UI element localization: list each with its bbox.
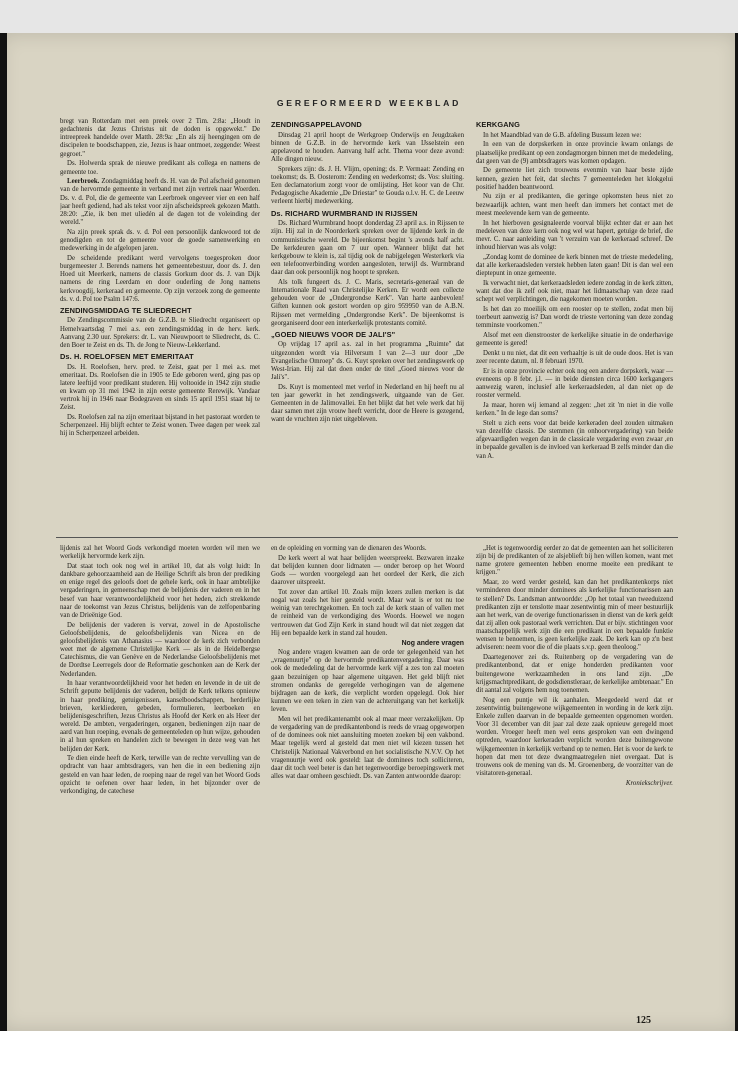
paragraph: Nog andere vragen kwamen aan de orde ter gelegenheid van het „vragenuurtje" op de hervormde predikantenvergadering. Daar was ook de mededeling dat de hervormde kerk vijf a zes ton zal moeten gaan bezuinigen op haar algemene uitgaven. Het geld blijft niet stromen ondanks de geregelde verhogingen van de algemene bijdragen aan de kerk, die verplicht worden opgelegd. Ook hier kunnen we een teken in zien van de achteruitgang van het kerkelijk leven. [271, 649, 464, 714]
column-top-right [476, 118, 673, 534]
paragraph: Ds. Kuyt is momenteel met verlof in Nederland en hij heeft nu al ten jaar gewerkt in het zendingswerk, uitgaande van de Ger. Gemeenten in de Jalimovallei. En het blijkt dat het vele werk dat hij daar samen met zijn vrouw heeft verricht, door de Heere is gezegend, want de vruchten zijn niet uitgebleven. [271, 383, 464, 424]
paragraph: Te dien einde heeft de Kerk, terwille van de rechte vervulling van de opdracht van haar ambtsdragers, van hen die in een bediening zijn gesteld en van haar leden, de roeping naar de regel van het Woord Gods opzicht te oefenen over haar leden, in het bijzonder over de verkondiging, de catechese [60, 755, 260, 795]
paragraph: In een van de dorpskerken in onze provincie kwam onlangs de plaatselijke predikant op een zondagmorgen binnen met de mededeling, dat geen van de (9) ambtsdragers was komen opdagen. [476, 141, 673, 165]
paragraph: Denkt u nu niet, dat dit een verhaaltje is uit de oude doos. Het is van zeer recente datum, nl. 8 februari 1970. [476, 349, 673, 365]
paragraph: Maar, zo werd verder gesteld, kan dan het predikantenkorps niet verminderen door minder dominees als kerkelijke functionarissen aan te stellen? Ds. Landsman antwoordde: „Op het totaal van tweeduizend predikanten zijn er tenslotte maar zesentwintig min of meer bestuurlijk aan het werk, van de overige functionarissen in dienst van de kerk geldt dat zij allen ook pastoraal werk verrichten. Dat er bijv. stichtingen voor maatschappelijk werk zijn die een predikant in een bepaalde funktie wensen te benoemen, is geen kerkelijke zaak. De kerk kan op z'n best adviseren: neem voor die of die plaats s.v.p. geen theoloog." [476, 579, 673, 652]
article-heading: „GOED NIEUWS VOOR DE JALI'S" [271, 329, 396, 339]
paragraph: Alsof met een dienstrooster de kerkelijke situatie in de onderhavige gemeente is gered! [476, 331, 673, 348]
paragraph: In haar verantwoordelijkheid voor het heden en levende in de uit de Schrift geputte belijdenis der vaderen, belijdt de Kerk telkens opnieuw in haar prediking, getuigenissen, kanselboodschappen, herderlijke brieven, kerkliederen, gebeden, formulieren, leerboeken en belijdenisgeschriften, Jezus Christus als Hoofd der Kerk en als Heer der wereld. De ambten, vergaderingen, organen, bedieningen zijn naar de aard van hun roeping, evenals de gemeenteleden op hun wijze, gehouden in al hun spreken en handelen zich te bewegen in deze weg van het belijden der Kerk. [60, 680, 260, 753]
paragraph: De gemeente liet zich trouwens evenmin van haar beste zijde kennen, gezien het feit, dat slechts 7 gemeenteleden het klokgelui positief hadden beantwoord. [476, 167, 673, 191]
page-number: 125 [636, 1015, 651, 1026]
horizontal-rule [56, 537, 678, 538]
paragraph: In het Maandblad van de G.B. afdeling Bussum lezen we: [483, 131, 642, 139]
paragraph: en de opleiding en vorming van de dienaren des Woords. [271, 545, 427, 552]
paragraph: In het hierboven gesignaleerde voorval blijkt echter dat er aan het medeleven van deze kern ook nog wel wat hapert, getuige de brief, die mevr. C. naar aanleiding van 't verzuim van de kerkeraad schreef. De inhoud hiervan was als volgt: [476, 219, 673, 251]
newspaper-page [0, 33, 738, 1031]
paragraph: Ds. Roelofsen zal na zijn emeritaat bijstand in het pastoraat worden te Scherpenzeel. Hij blijft echter te Zeist wonen. Twee dagen per week zal hij in Scherpenzeel arbeiden. [60, 414, 260, 438]
paragraph: Nog een puntje wil ik aanhalen. Meegedeeld werd dat er zesentwintig buitengewone wijkgemeenten in wording in de kerk zijn. Enkele zullen daarvan in de bepaalde gemeenten opgenomen worden. Voor 31 december van dit jaar zal deze zaak opnieuw geregeld moet worden. Vroeger heeft men wel eens gesproken van een dwingend optreden, waardoor kerkeraden verplicht worden deze buitengewone wijkgemeenten in kerkelijk verband op te nemen. Het is voor de kerk te hopen dat men tot deze dwangmaatregelen niet overgaat. Dat is trouwens ook de mening van ds. M. Groenenberg, de voorzitter van de visitatoren-generaal. [476, 696, 673, 777]
paragraph: Tot zover dan artikel 10. Zoals mijn lezers zullen merken is dat nogal wat zoals het hier gesteld wordt. Maar wat is er tot nu toe weinig van terechtgekomen. En toch zal de kerk staan of vallen met de reinheid van de verkondiging des Woords. Hoewel we nogen vertrouwen dat God Zijn Kerk in stand houdt wil dat niet zeggen dat Hij een bepaalde kerk in stand zal houden. [271, 588, 464, 637]
article-heading: Ds. RICHARD WURMBRAND IN RIJSSEN [271, 208, 418, 218]
column-bottom-middle [271, 545, 464, 953]
paragraph: Er is in onze provincie echter ook nog een andere dorpskerk, waar — eveneens op 8 febr. j.l. — in beide diensten circa 1600 kerkgangers aanwezig waren, inclusief alle kerkeraadsleden, al dan niet op de rooster vermeld. [476, 367, 673, 400]
paragraph-text: Zondagmiddag heeft ds. H. van de Pol afscheid genomen van de hervormde gemeente in verband met zijn vertrek naar Woerden. Ds. v. d. Pol, die de gemeente van Leerbroek ongeveer vier en een half jaar heeft gediend, had als tekst voor zijn afscheidspreek gekozen Matth. 28:20: „Zie, ik ben met uliedén al de dagen tot de voleinding der wereld." [60, 178, 260, 227]
article-heading: ZENDINGSMIDDAG TE SLIEDRECHT [60, 305, 192, 315]
column-bottom-right [476, 545, 673, 961]
column-top-middle [271, 118, 464, 534]
paragraph: Stelt u zich eens voor dat beide kerkeraden deel zouden uitmaken van dezelfde classis. De stemmen (in onhoorvergadering) van beide afgevaardigden wegen dan in de classicale vergadering even zwaar ,en in bepaalde gevallen is de invloed van kerkeraad B zelfs minder dan die van A. [476, 419, 673, 460]
paragraph: Daartegenover zei ds. Ruitenberg op de vergadering van de predikantenbond, dat er enige honderden predikanten voor buitengewone werkzaamheden in ons land zijn. „De krijgsmachtpredikant, de godsdienstleraar, de kerkelijke ambtenaar." En dit aantal zal volgens hem nog toenemen. [476, 654, 673, 694]
paragraph: Op vrijdag 17 april a.s. zal in het programma „Ruimte" dat uitgezonden wordt via Hilversum I van 2—3 uur door „De Evangelische Omroep" ds. G. Kuyt spreken over het zendingswerk op West-Irian. Hij zal dat doen onder de titel „Goed nieuws voor de Jali's". [271, 341, 464, 382]
section-subheading: Nog andere vragen [401, 639, 464, 647]
paragraph: De scheidende predikant werd vervolgens toegesproken door burgemeester J. Berends namens het gemeentebestuur, door ds. J. den Hoed uit Meerkerk, namens de classis Gorkum door ds. J. van Dijk namens de ring Leerdam en door ouderling de Jong namens kerkvoogdij, kerkeraad en gemeente. Op zijn verzoek zong de gemeente ds. v. d. Pol toe Psalm 147:6. [60, 254, 260, 303]
paragraph: lijdenis zal het Woord Gods verkondigd moeten worden wil men we werkelijk hervormde kerk zijn. [60, 545, 260, 561]
paragraph [60, 178, 260, 227]
paragraph: De belijdenis der vaderen is vervat, zowel in de Apostolische Geloofsbelijdenis, de geloofsbelijdenis van Nicea en de geloofsbelijdenis van Athanasius — waardoor de kerk zich verbonden weet met de algemene Christelijke Kerk — als in de Heidelbergse Catechismus, die van Genève en de Nederlandse Geloofsbelijdenis met de Dordtse Leerregels door de Reformatie geschonken aan de Kerk der Nederlanden. [60, 621, 260, 678]
paragraph: Is het dan zo moeilijk om een rooster op te stellen, zodat men bij toerbeurt aanwezig is? Dan wordt de trieste vertoning van deze zondag temminste voorkomen." [476, 305, 673, 330]
place-lead: Leerbroek. [67, 178, 100, 186]
scan-edge-left [0, 33, 7, 1031]
paragraph: Dat staat toch ook nog wel in artikel 10, dat als volgt luidt: In dankbare gehoorzaamheid aan de Heilige Schrift als bron der prediking en enige regel des geloofs doet de gehele kerk, ook in haar ambtelijke vergaderingen, in gemeenschap met de belijdenis der vaderen en in het besef van haar verantwoordelijkheid voor het heden, zich strekkende naar de toekomst van Jezus Christus, belijdenis van de zelfopenbaring van de Drieënige God. [60, 562, 260, 619]
column-top-left [60, 118, 260, 534]
running-header: GEREFORMEERD WEEKBLAD [276, 98, 462, 108]
paragraph: Als tolk fungeert ds. J. C. Maris, secretaris-generaal van de Internationale Raad van Christelijke Kerken. Er wordt een collecte gehouden voor de „Ondergrondse Kerk". Van harte aanbevolen! Giften kunnen ook gestort worden op giro 959950 van de A.B.N. Rijssen met vermelding „Ondergrondse Kerk". De bijeenkomst is georganiseerd door een interkerkelijk protestants comité. [271, 278, 464, 327]
paragraph: Ik verwacht niet, dat kerkeraadsleden iedere zondag in de kerk zitten, want dat doe ik zelf ook niet, maar het lidmaatschap van deze raad schept wel verplichtingen, die nagekomen moeten worden. [476, 279, 673, 304]
paragraph: Ds. Holwerda sprak de nieuwe predikant als collega en namens de gemeente toe. [60, 160, 260, 176]
paragraph: Men wil het predikantenambt ook al maar meer verzakelijken. Op de vergadering van de predikantenbond is reeds de vraag opgeworpen of de dominees ook niet aansluiting moeten zoeken bij een vakbond. Maar tegelijk werd al gesteld dat men niet wil kiezen tussen het Christelijk Nationaal Vakverbond en het socialistische N.V.V. Op het vragenuurtje werd ook gesteld: laat de dominees toch solliciteren, daar dit toch veel beter is dan het tegenwoordige beroepingswerk met alles wat daar omheen geschiedt. Ds. van Zanten antwoordde daarop: [271, 715, 464, 780]
article-heading: KERKGANG [476, 120, 520, 129]
paragraph: Na zijn preek sprak ds. v. d. Pol een persoonlijk dankwoord tot de genodigden en tot de gemeente voor de goede samenwerking en medewerking in de afgelopen jaren. [60, 228, 260, 253]
paragraph: Dinsdag 21 april hoopt de Werkgroep Onderwijs en Jeugdzaken binnen de G.Z.B. in de hervormde kerk van IJsselstein een appelavond te houden. Aanvang half acht. Thema voor deze avond: Alle dingen nieuw. [271, 131, 464, 164]
paragraph: Sprekers zijn: ds. J. H. Vlijm, opening; ds. P. Vermaat: Zending en toekomst; ds. B. Oosterom: Zending en wederkomst; ds. Vos: sluiting. Een declamatorium zorgt voor de omlijsting. Het koor van de Chr. Pedagogische Akademie „De Driestar" te Gouda o.l.v. H. C. de Leeuw verleent hierbij medewerking. [271, 165, 464, 206]
paragraph: bregt van Rotterdam met een preek over 2 Tim. 2:8a: „Houdt in gedachtenis dat Jezus Christus uit de doden is opgewekt." De intreepreek handelde over Matth. 28:9a: „En als zij heengingen om de discipelen te boodschappen, zie, Jezus is haar ontmoet, zeggende: Weest gegroet." [60, 118, 260, 158]
paragraph: De kerk weert al wat haar belijden weerspreekt. Bezwaren inzake dat belijden kunnen door lidmaten — onder beroep op het Woord Gods — worden voorgelegd aan het oordeel der Kerk, die zich daarover uitspreekt. [271, 554, 464, 587]
paragraph: Ja maar, horen wij iemand al zeggen: „het zit 'm niet in die volle kerken." In de lege dan soms? [476, 401, 673, 418]
paragraph: De Zendingscommissie van de G.Z.B. te Sliedrecht organiseert op Hemelvaartsdag 7 mei a.s. een zendingsmiddag in de herv. kerk. Aanvang 2.30 uur. Sprekers: dr. L. van Nieuwpoort te Sliedrecht, ds. C. den Boer te Zeist en ds. Th. de Jong te Nieuw-Lekkerland. [60, 317, 260, 349]
paragraph: Ds. H. Roelofsen, herv. pred. te Zeist, gaat per 1 mei a.s. met emeritaat. Ds. Roelofsen die in 1905 te Ede geboren werd, ging pas op latere leeftijd voor predikant studeren. Hij voltooide in 1942 zijn studie en kwam op 31 mei 1942 in zijn eerste gemeente Rerewijk. Vandaar vertrok hij in 1946 naar Bodegraven en sinds 15 april 1951 staat hij te Zeist. [60, 363, 260, 412]
article-heading: Ds. H. ROELOFSEN MET EMERITAAT [60, 352, 194, 362]
paragraph: Ds. Richard Wurmbrand hoopt donderdag 23 april a.s. in Rijssen te zijn. Hij zal in de Noorderkerk spreken over de lijdende kerk in de communistische wereld. De bijeenkomst begint 's avonds half acht. De kerkdeuren gaan om 7 uur open. Wanneer blijkt dat het kerkgebouw te klein is, zal tijdig ook de nabijgelegen Westerkerk via een telefoonverbinding worden aangesloten, terwijl ds. Wurmbrand daar dan ook persoonlijk nog hoopt te spreken. [271, 220, 464, 277]
paragraph: „Zondag komt de dominee de kerk binnen met de trieste mededeling, dat alle kerkeraadsleden verstek hebben laten gaan! Dit is dan wel een dieptepunt in onze gemeente. [476, 253, 673, 278]
scan-margin-top [0, 0, 738, 33]
paragraph: „Het is tegenwoordig eerder zo dat de gemeenten aan het solliciteren zijn bij de predikanten of ze alsjeblieft bij hen willen komen, want met name grotere gemeenten hebben enorme moeite een predikant te krijgen." [476, 545, 673, 577]
paragraph: Nu zijn er al predikanten, die geringe opkomsten heus niet zo bezwaarlijk achten, want men heeft dan immers het contact met de meest meelevende kern van de gemeente. [476, 193, 673, 217]
column-bottom-left [60, 545, 260, 953]
article-heading: ZENDINGSAPPELAVOND [271, 120, 362, 129]
author-signature: Kroniekschrijver. [625, 780, 673, 788]
